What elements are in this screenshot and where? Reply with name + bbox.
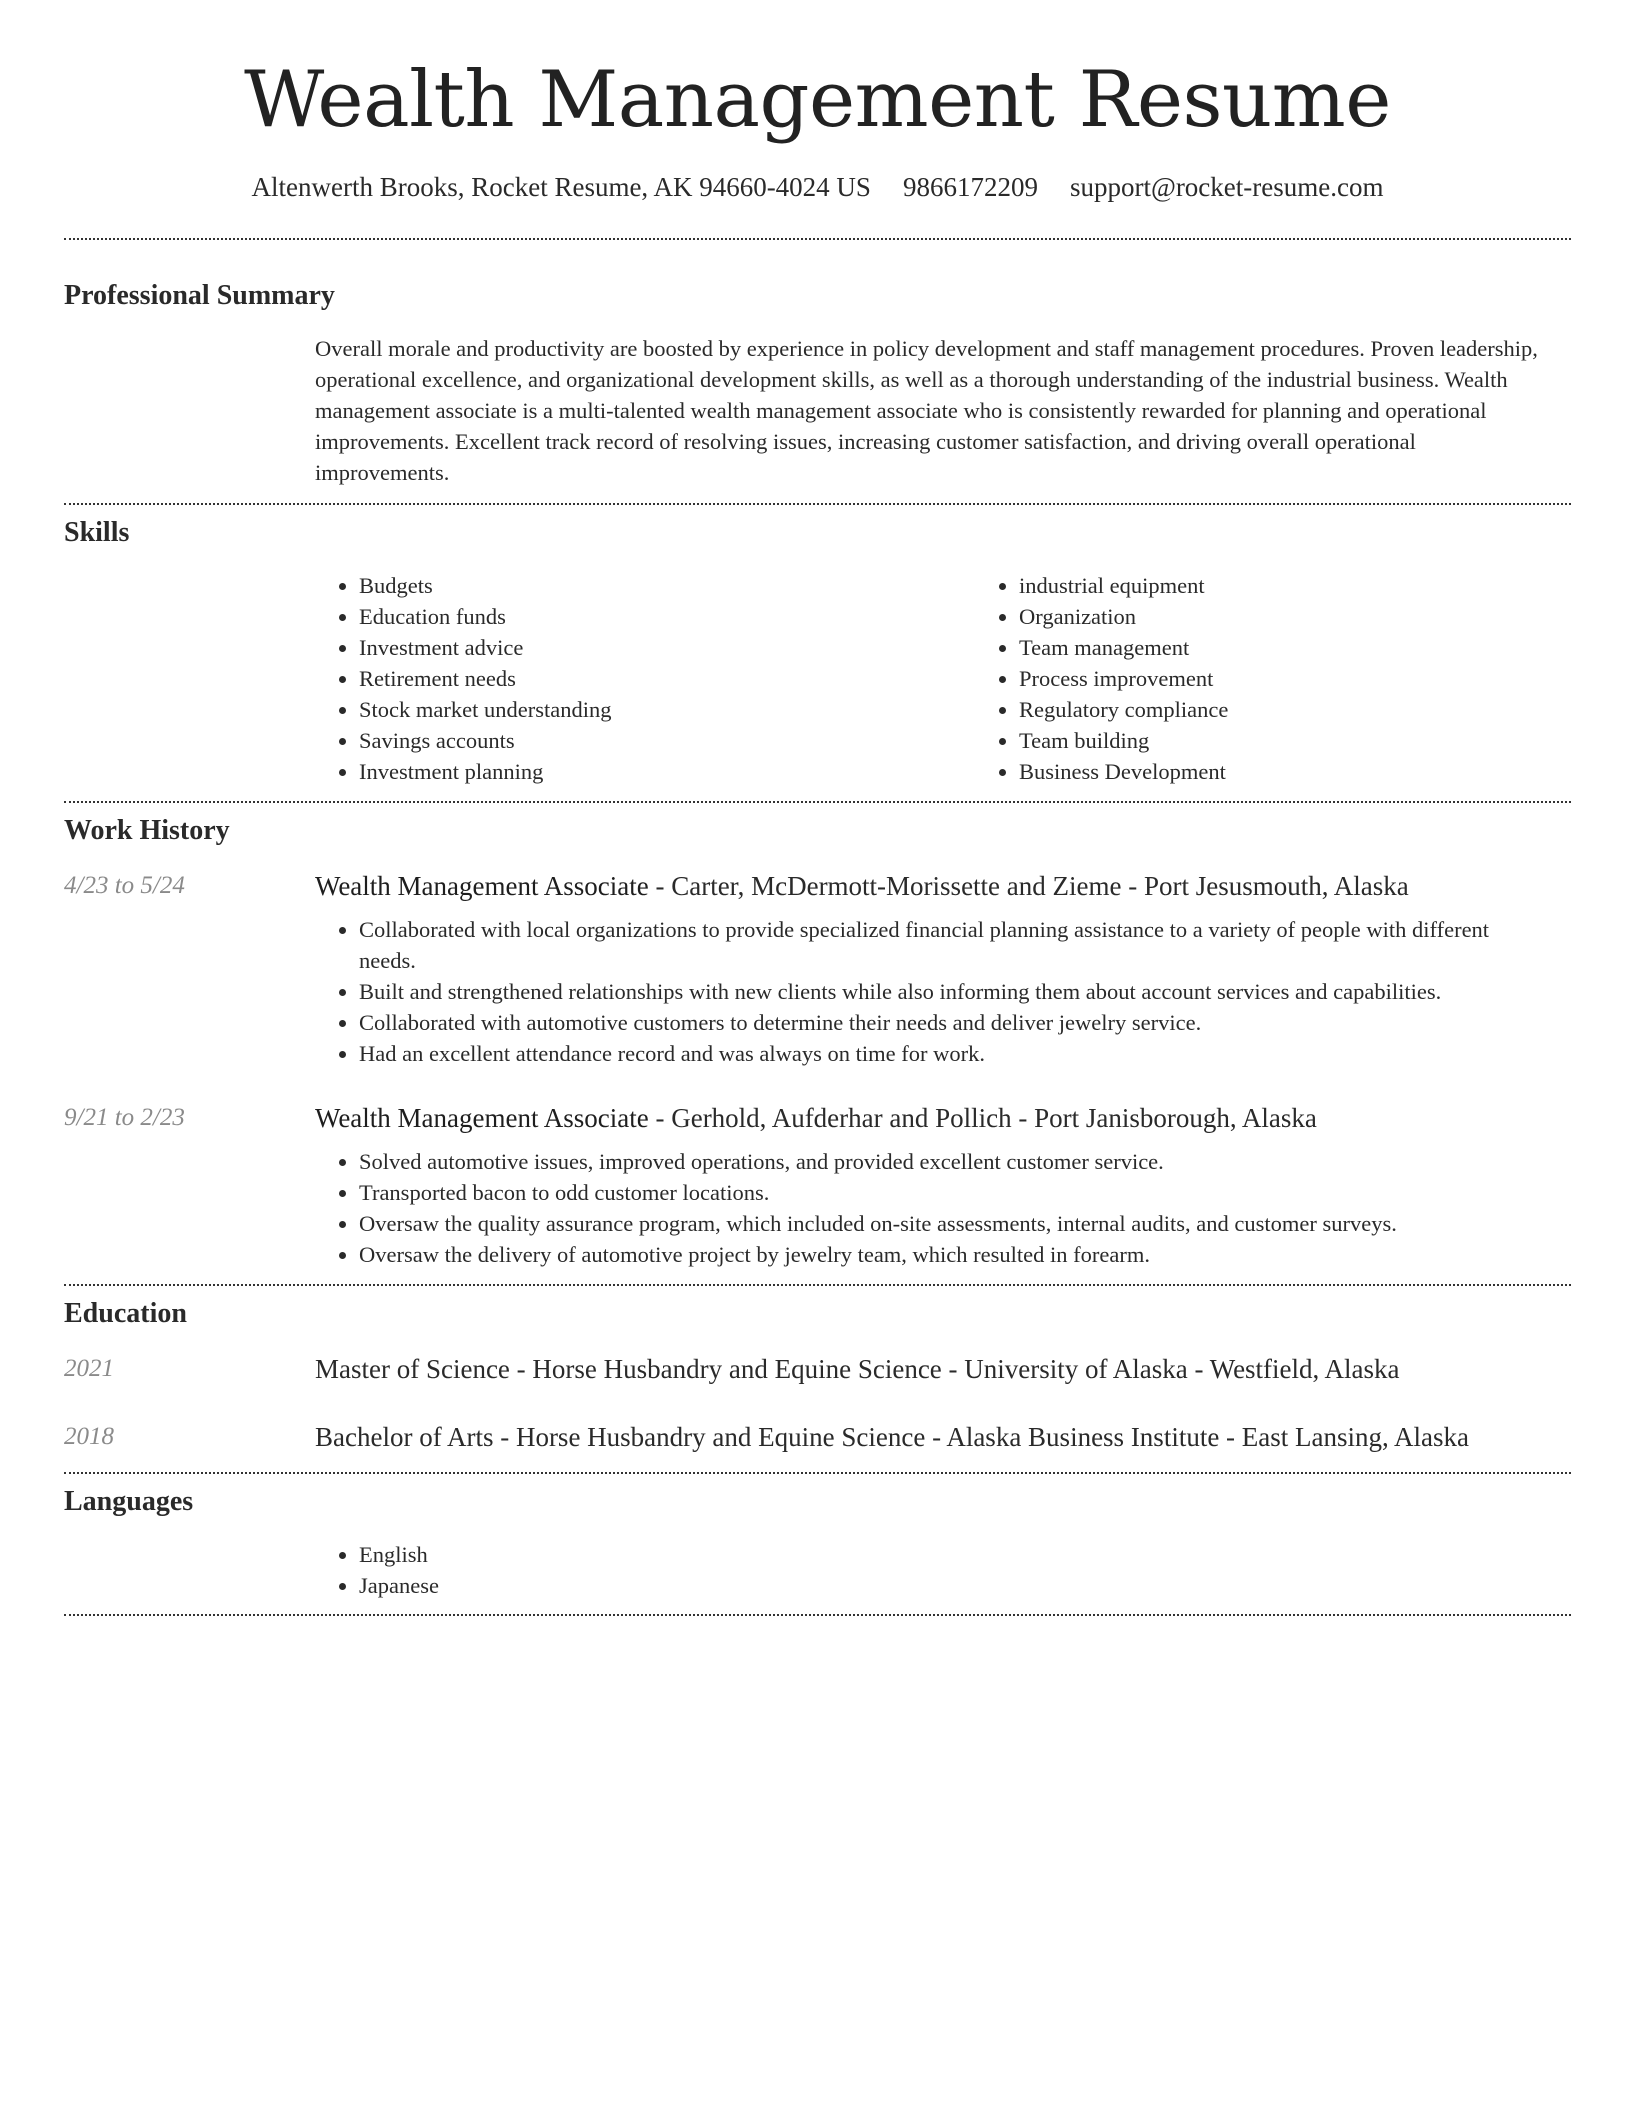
contact-phone: 9866172209 [902, 172, 1038, 202]
job-dates: 9/21 to 2/23 [64, 1104, 185, 1131]
job-bullet: • Collaborated with automotive customers to determine their needs and deliver jewelry service. [359, 1007, 1551, 1038]
education-details: - Horse Husbandry and Equine Science - University of Alaska - Westfield, Alaska [509, 1354, 1400, 1384]
skill-item: • Stock market understanding [359, 694, 975, 725]
section-divider [64, 1614, 1571, 1616]
summary-text: Overall morale and productivity are boosted by experience in policy development and staff management procedures. Proven leadership, operational excellence, and organizational development skills, as well as a thorough understanding of the industrial business. Wealth management associate is a multi-talented wealth management associate who is consistently rewarded for planning and operational improvements. Excellent track record of resolving issues, increasing customer satisfaction, and driving overall operational improvements. [315, 336, 1538, 485]
section-divider [64, 238, 1571, 240]
section-divider [64, 1472, 1571, 1474]
education-details: - Horse Husbandry and Equine Science - Alaska Business Institute - East Lansing, Alaska [493, 1422, 1469, 1452]
skill-item: • Business Development [1019, 756, 1632, 787]
job-bullet: • Transported bacon to odd customer locations. [359, 1177, 1561, 1208]
education-heading-line [315, 1419, 1571, 1455]
skills-list-left [315, 570, 975, 787]
job-entry [64, 1100, 1571, 1270]
work-history-heading: Work History [64, 815, 230, 846]
education-degree: Bachelor of Arts [315, 1422, 494, 1452]
skill-item: • Savings accounts [359, 725, 975, 756]
skill-item: • Investment planning [359, 756, 975, 787]
job-bullet: • Solved automotive issues, improved operations, and provided excellent customer service. [359, 1146, 1561, 1177]
resume-page [64, 0, 1571, 1616]
skill-item: • industrial equipment [1019, 570, 1632, 601]
education-section [64, 1297, 1571, 1455]
section-divider [64, 801, 1571, 803]
contact-email[interactable]: support@rocket-resume.com [1069, 172, 1384, 202]
skills-heading: Skills [64, 517, 130, 548]
education-heading: Education [64, 1298, 187, 1329]
job-bullet: • Collaborated with local organizations to provide specialized financial planning assistance to a variety of people with different needs. [359, 914, 1551, 976]
job-bullet: • Built and strengthened relationships with new clients while also informing them about account services and capabilities. [359, 976, 1551, 1007]
education-year: 2018 [64, 1423, 114, 1450]
language-item: • Japanese [359, 1570, 1571, 1601]
languages-list [315, 1539, 1571, 1601]
contact-line [64, 170, 1571, 204]
job-bullets [315, 914, 1571, 1069]
skill-item: • Organization [1019, 601, 1632, 632]
skill-item: • Team management [1019, 632, 1632, 663]
skill-item: • Investment advice [359, 632, 975, 663]
job-title: Wealth Management Associate [315, 1103, 649, 1133]
skill-item: • Process improvement [1019, 663, 1632, 694]
resume-title: Wealth Management Resume [244, 55, 1391, 145]
skill-item: • Retirement needs [359, 663, 975, 694]
job-bullet: • Oversaw the quality assurance program, which included on-site assessments, internal audits, and customer surveys. [359, 1208, 1561, 1239]
skill-item: • Education funds [359, 601, 975, 632]
section-divider [64, 503, 1571, 505]
education-entry [64, 1419, 1571, 1455]
job-dates: 4/23 to 5/24 [64, 872, 185, 899]
languages-section [64, 1485, 1571, 1601]
job-bullet: • Oversaw the delivery of automotive project by jewelry team, which resulted in forearm. [359, 1239, 1561, 1270]
job-bullet: • Had an excellent attendance record and was always on time for work. [359, 1038, 1551, 1069]
skills-list-right [975, 570, 1632, 787]
job-bullets [315, 1146, 1571, 1270]
education-entry [64, 1351, 1571, 1387]
skills-section [64, 516, 1571, 787]
job-employer: - Gerhold, Aufderhar and Pollich - Port Janisborough, Alaska [648, 1103, 1317, 1133]
education-year: 2021 [64, 1355, 114, 1382]
summary-section [64, 279, 1571, 488]
language-item: • English [359, 1539, 1571, 1570]
languages-heading: Languages [64, 1486, 194, 1517]
work-history-section [64, 814, 1571, 1270]
skill-item: • Regulatory compliance [1019, 694, 1632, 725]
contact-address: Altenwerth Brooks, Rocket Resume, AK 94660-4024 US [251, 172, 871, 202]
skill-item: • Budgets [359, 570, 975, 601]
skill-item: • Team building [1019, 725, 1632, 756]
job-title: Wealth Management Associate [315, 871, 649, 901]
education-degree: Master of Science [315, 1354, 510, 1384]
job-employer: - Carter, McDermott-Morissette and Zieme - Port Jesusmouth, Alaska [648, 871, 1409, 901]
job-heading [315, 1100, 1571, 1136]
job-entry [64, 868, 1571, 1069]
summary-heading: Professional Summary [64, 280, 335, 311]
education-heading-line [315, 1351, 1571, 1387]
job-heading [315, 868, 1571, 904]
section-divider [64, 1284, 1571, 1286]
